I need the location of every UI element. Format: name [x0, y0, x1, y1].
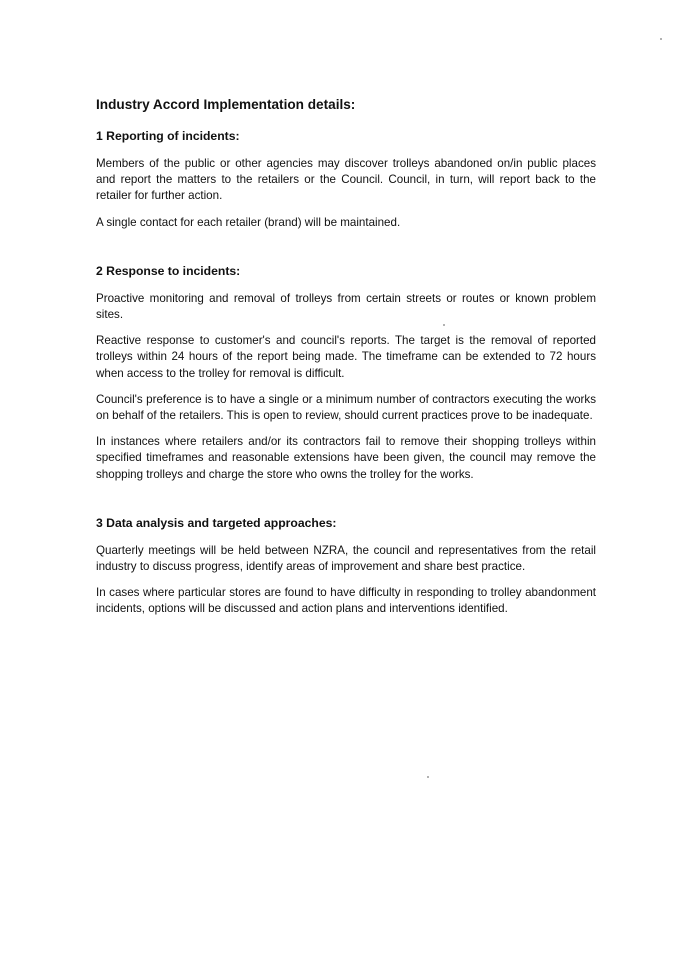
scan-speck	[427, 776, 429, 778]
paragraph: Council's preference is to have a single or a minimum number of contractors executing the works on behalf of the retailers. This is open to review, should current practices prove to be inadequate.	[96, 392, 596, 423]
paragraph: Reactive response to customer's and council's reports. The target is the removal of reported trolleys within 24 hours of the report being made. The timeframe can be extended to 72 hours when access to the trolley for removal is difficult.	[96, 334, 596, 380]
paragraph: Members of the public or other agencies may discover trolleys abandoned on/in public places and report the matters to the retailers or the Council. Council, in turn, will report back to the retailer for further action.	[96, 157, 596, 203]
section-data-analysis	[96, 515, 596, 618]
paragraph: In cases where particular stores are found to have difficulty in responding to trolley abandonment incidents, options will be discussed and action plans and interventions identified.	[96, 586, 596, 616]
section-response-to-incidents	[96, 263, 596, 483]
paragraph: In instances where retailers and/or its contractors fail to remove their shopping trolleys within specified timeframes and reasonable extensions have been given, the council may remove the shopping trolleys and charge the store who owns the trolley for the works.	[96, 435, 596, 481]
paragraph: Quarterly meetings will be held between NZRA, the council and representatives from the retail industry to discuss progress, identify areas of improvement and share best practice.	[96, 543, 596, 574]
paragraph: Proactive monitoring and removal of trolleys from certain streets or routes or known problem sites.	[96, 291, 596, 322]
document-title: Industry Accord Implementation details:	[96, 97, 356, 112]
scan-speck	[443, 324, 445, 326]
section-heading: 1 Reporting of incidents:	[96, 129, 240, 143]
section-spacer	[96, 493, 596, 515]
section-heading: 2 Response to incidents:	[96, 263, 241, 278]
document-body	[96, 96, 596, 628]
section-spacer	[96, 241, 596, 263]
scan-speck	[660, 38, 662, 40]
paragraph: A single contact for each retailer (brand) will be maintained.	[96, 215, 401, 229]
section-reporting-of-incidents	[96, 128, 596, 231]
section-heading: 3 Data analysis and targeted approaches:	[96, 515, 337, 530]
